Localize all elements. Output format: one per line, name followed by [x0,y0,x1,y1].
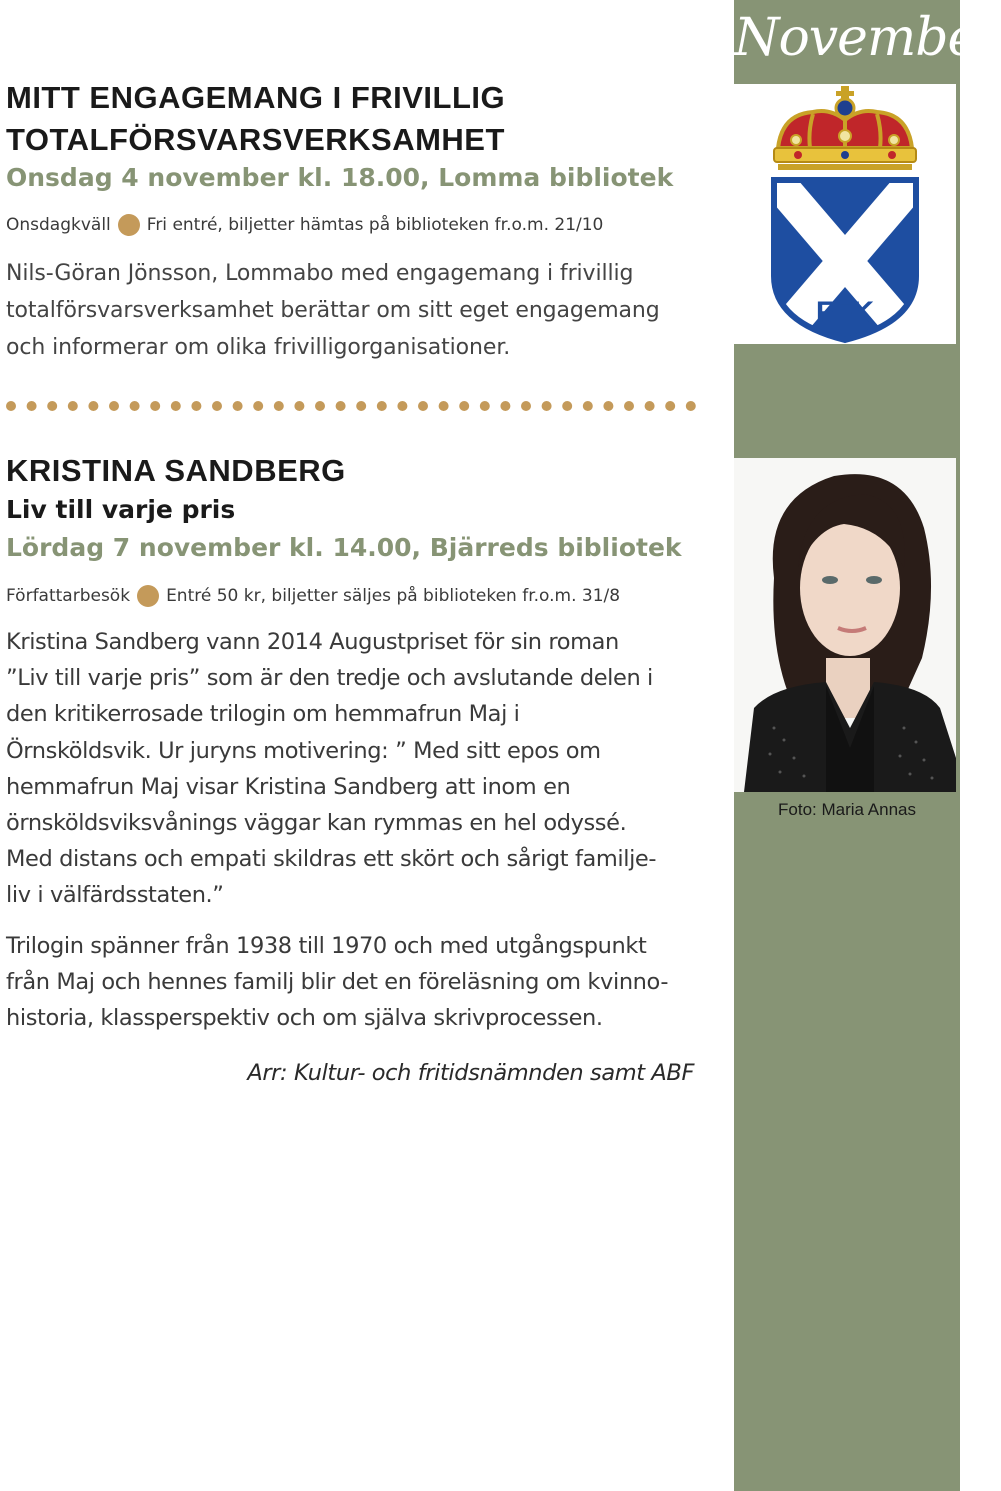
divider-dot [459,401,469,411]
divider-dot [6,401,16,411]
divider-dot [562,401,572,411]
bullet-dot-icon [118,214,140,236]
bullet-dot-icon [137,585,159,607]
divider-dot [439,401,449,411]
divider-dot [686,401,696,411]
event2-description-line: liv i välfärdsstaten.” [6,882,224,909]
divider-dot [315,401,325,411]
event1-description [6,255,660,366]
divider-dot [521,401,531,411]
divider-dot [603,401,613,411]
event2-ticket-info: Entré 50 kr, biljetter säljes på biblioteken fr.o.m. 31/8 [166,586,621,606]
event1-description-line: och informerar om olika frivilligorganisationer. [6,335,511,360]
event2-description2-line: från Maj och hennes familj blir det en föreläsning om kvinno- [6,969,669,996]
divider-dot [68,401,78,411]
divider-dot [624,401,634,411]
divider-dot [150,401,160,411]
divider-dot [397,401,407,411]
divider-dot [27,401,37,411]
event2-description-line: den kritikerrosade trilogin om hemmafrun Maj i [6,701,520,728]
event1-description-line: totalförsvarsverksamhet berättar om sitt eget engagemang [6,298,660,323]
event2-description [6,624,656,914]
event2-type: Författarbesök [6,586,131,606]
event2-description-line: Med distans och empati skildras ett skört och sårigt familje- [6,846,657,873]
divider-dot [645,401,655,411]
divider-dot [583,401,593,411]
divider-dot [356,401,366,411]
event2-title: KRISTINA SANDBERG [6,453,346,488]
divider-dot [294,401,304,411]
divider-dot [336,401,346,411]
divider-dot [88,401,98,411]
event1-description-line: Nils-Göran Jönsson, Lommabo med engagemang i frivillig [6,261,634,286]
event1-date-location: Onsdag 4 november kl. 18.00, Lomma bibliotek [6,163,674,192]
event1-type: Onsdagkväll [6,215,111,235]
event2-subtitle: Liv till varje pris [6,495,236,524]
author-photo [734,458,956,792]
portrait-image [734,458,956,792]
event1-meta [6,214,603,236]
event2-description-line: ”Liv till varje pris” som är den tredje och avslutande delen i [6,665,653,692]
divider-dot [274,401,284,411]
event1-ticket-info: Fri entré, biljetter hämtas på biblioteken fr.o.m. 21/10 [146,215,604,235]
divider-dot [665,401,675,411]
event2-description2-line: historia, klassperspektiv och om själva skrivprocessen. [6,1005,603,1032]
divider-dot [212,401,222,411]
divider-dot [233,401,243,411]
event2-description-line: örnsköldsviksvånings väggar kan rymmas en hel odyssé. [6,810,627,837]
event2-description-2 [6,928,668,1037]
divider-dot [480,401,490,411]
divider-dot [191,401,201,411]
organizer-credit: Arr: Kultur- och fritidsnämnden samt ABF [247,1060,694,1086]
divider-dot [109,401,119,411]
divider-dot [171,401,181,411]
divider-dot [253,401,263,411]
month-heading: November [734,8,1001,68]
event1-title-line2: TOTALFÖRSVARSVERKSAMHET [6,122,505,157]
divider-dot [377,401,387,411]
event2-date-location: Lördag 7 november kl. 14.00, Bjärreds bibliotek [6,533,682,562]
divider-dot [47,401,57,411]
divider-dot [542,401,552,411]
event2-description-line: hemmafrun Maj visar Kristina Sandberg att inom en [6,773,571,800]
divider-dot [500,401,510,411]
event1-title-line1: MITT ENGAGEMANG I FRIVILLIG [6,80,506,115]
event2-meta [6,585,620,607]
divider-dot [130,401,140,411]
event2-description-line: Kristina Sandberg vann 2014 Augustpriset för sin roman [6,629,619,655]
photo-caption: Foto: Maria Annas [778,800,916,819]
divider-dot [418,401,428,411]
dotted-divider [0,398,720,414]
event2-description2-line: Trilogin spänner från 1938 till 1970 och med utgångspunkt [6,933,647,959]
emblem-text: FFK [815,296,875,329]
ffk-crest-icon [768,86,922,342]
ffk-emblem [734,84,956,344]
event2-description-line: Örnsköldsvik. Ur juryns motivering: ” Med sitt epos om [6,737,601,764]
